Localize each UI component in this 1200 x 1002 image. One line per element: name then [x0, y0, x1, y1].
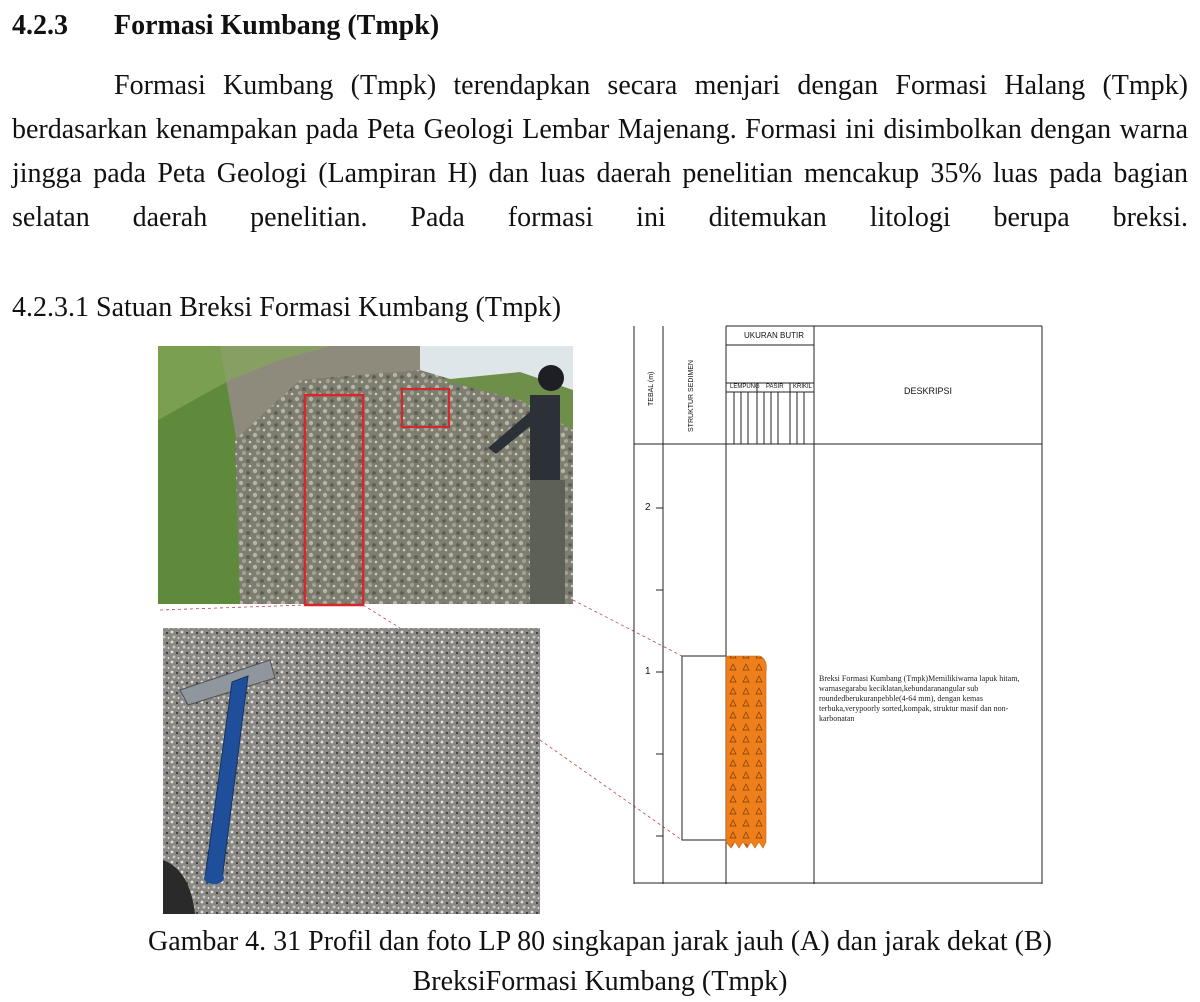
lempung-label: LEMPUNG — [730, 384, 760, 390]
struktur-sedimen-label: STRUKTUR SEDIMEN — [688, 360, 695, 432]
caption-line-2: BreksiFormasi Kumbang (Tmpk) — [412, 966, 788, 997]
krikil-label: KRIKIL — [793, 384, 813, 390]
body-paragraph — [12, 64, 1188, 284]
pasir-label: PASIR — [766, 384, 784, 390]
section-number: 4.2.3 — [12, 10, 68, 41]
outcrop-photo-close — [163, 628, 540, 914]
outcrop-photo-far — [158, 346, 573, 605]
callout-lines — [160, 600, 682, 840]
breccia-unit — [726, 656, 766, 848]
breccia-description: Breksi Formasi Kumbang (Tmpk)Memilikiwarna lapuk hitam, warnasegarabu keciklatan,kebundaranangular sub roundedberukuranpebble(4-64 mm), dengan kemas terbuka,verypoorly sorted,kompak, struktur masif dan non-karbonatan — [819, 674, 1020, 723]
section-heading — [12, 6, 439, 46]
paragraph-text: Formasi Kumbang (Tmpk) terendapkan secara menjari dengan Formasi Halang (Tmpk) berdasarkan kenampakan pada Peta Geologi Lembar Majenang. Formasi ini disimbolkan dengan warna jingga pada Peta Geologi (Lampiran H) dan luas daerah penelitian mencakup 35% luas pada bagian selatan daerah penelitian. Pada formasi ini ditemukan litologi berupa breksi. — [12, 70, 1188, 233]
figure-caption — [0, 922, 1200, 1002]
ukuran-butir-label: UKURAN BUTIR — [744, 331, 805, 340]
deskripsi-label: DESKRIPSI — [904, 386, 953, 396]
section-title: Formasi Kumbang (Tmpk) — [114, 10, 440, 41]
subsection-heading: 4.2.3.1 Satuan Breksi Formasi Kumbang (Tmpk) — [12, 292, 562, 323]
depth-tick-1: 1 — [645, 666, 651, 677]
depth-tick-2: 2 — [645, 502, 651, 513]
caption-line-1: Gambar 4. 31 Profil dan foto LP 80 singkapan jarak jauh (A) dan jarak dekat (B) — [147, 926, 1053, 957]
stratigraphic-log — [634, 326, 1042, 884]
tebal-label: TEBAL (m) — [648, 371, 655, 406]
